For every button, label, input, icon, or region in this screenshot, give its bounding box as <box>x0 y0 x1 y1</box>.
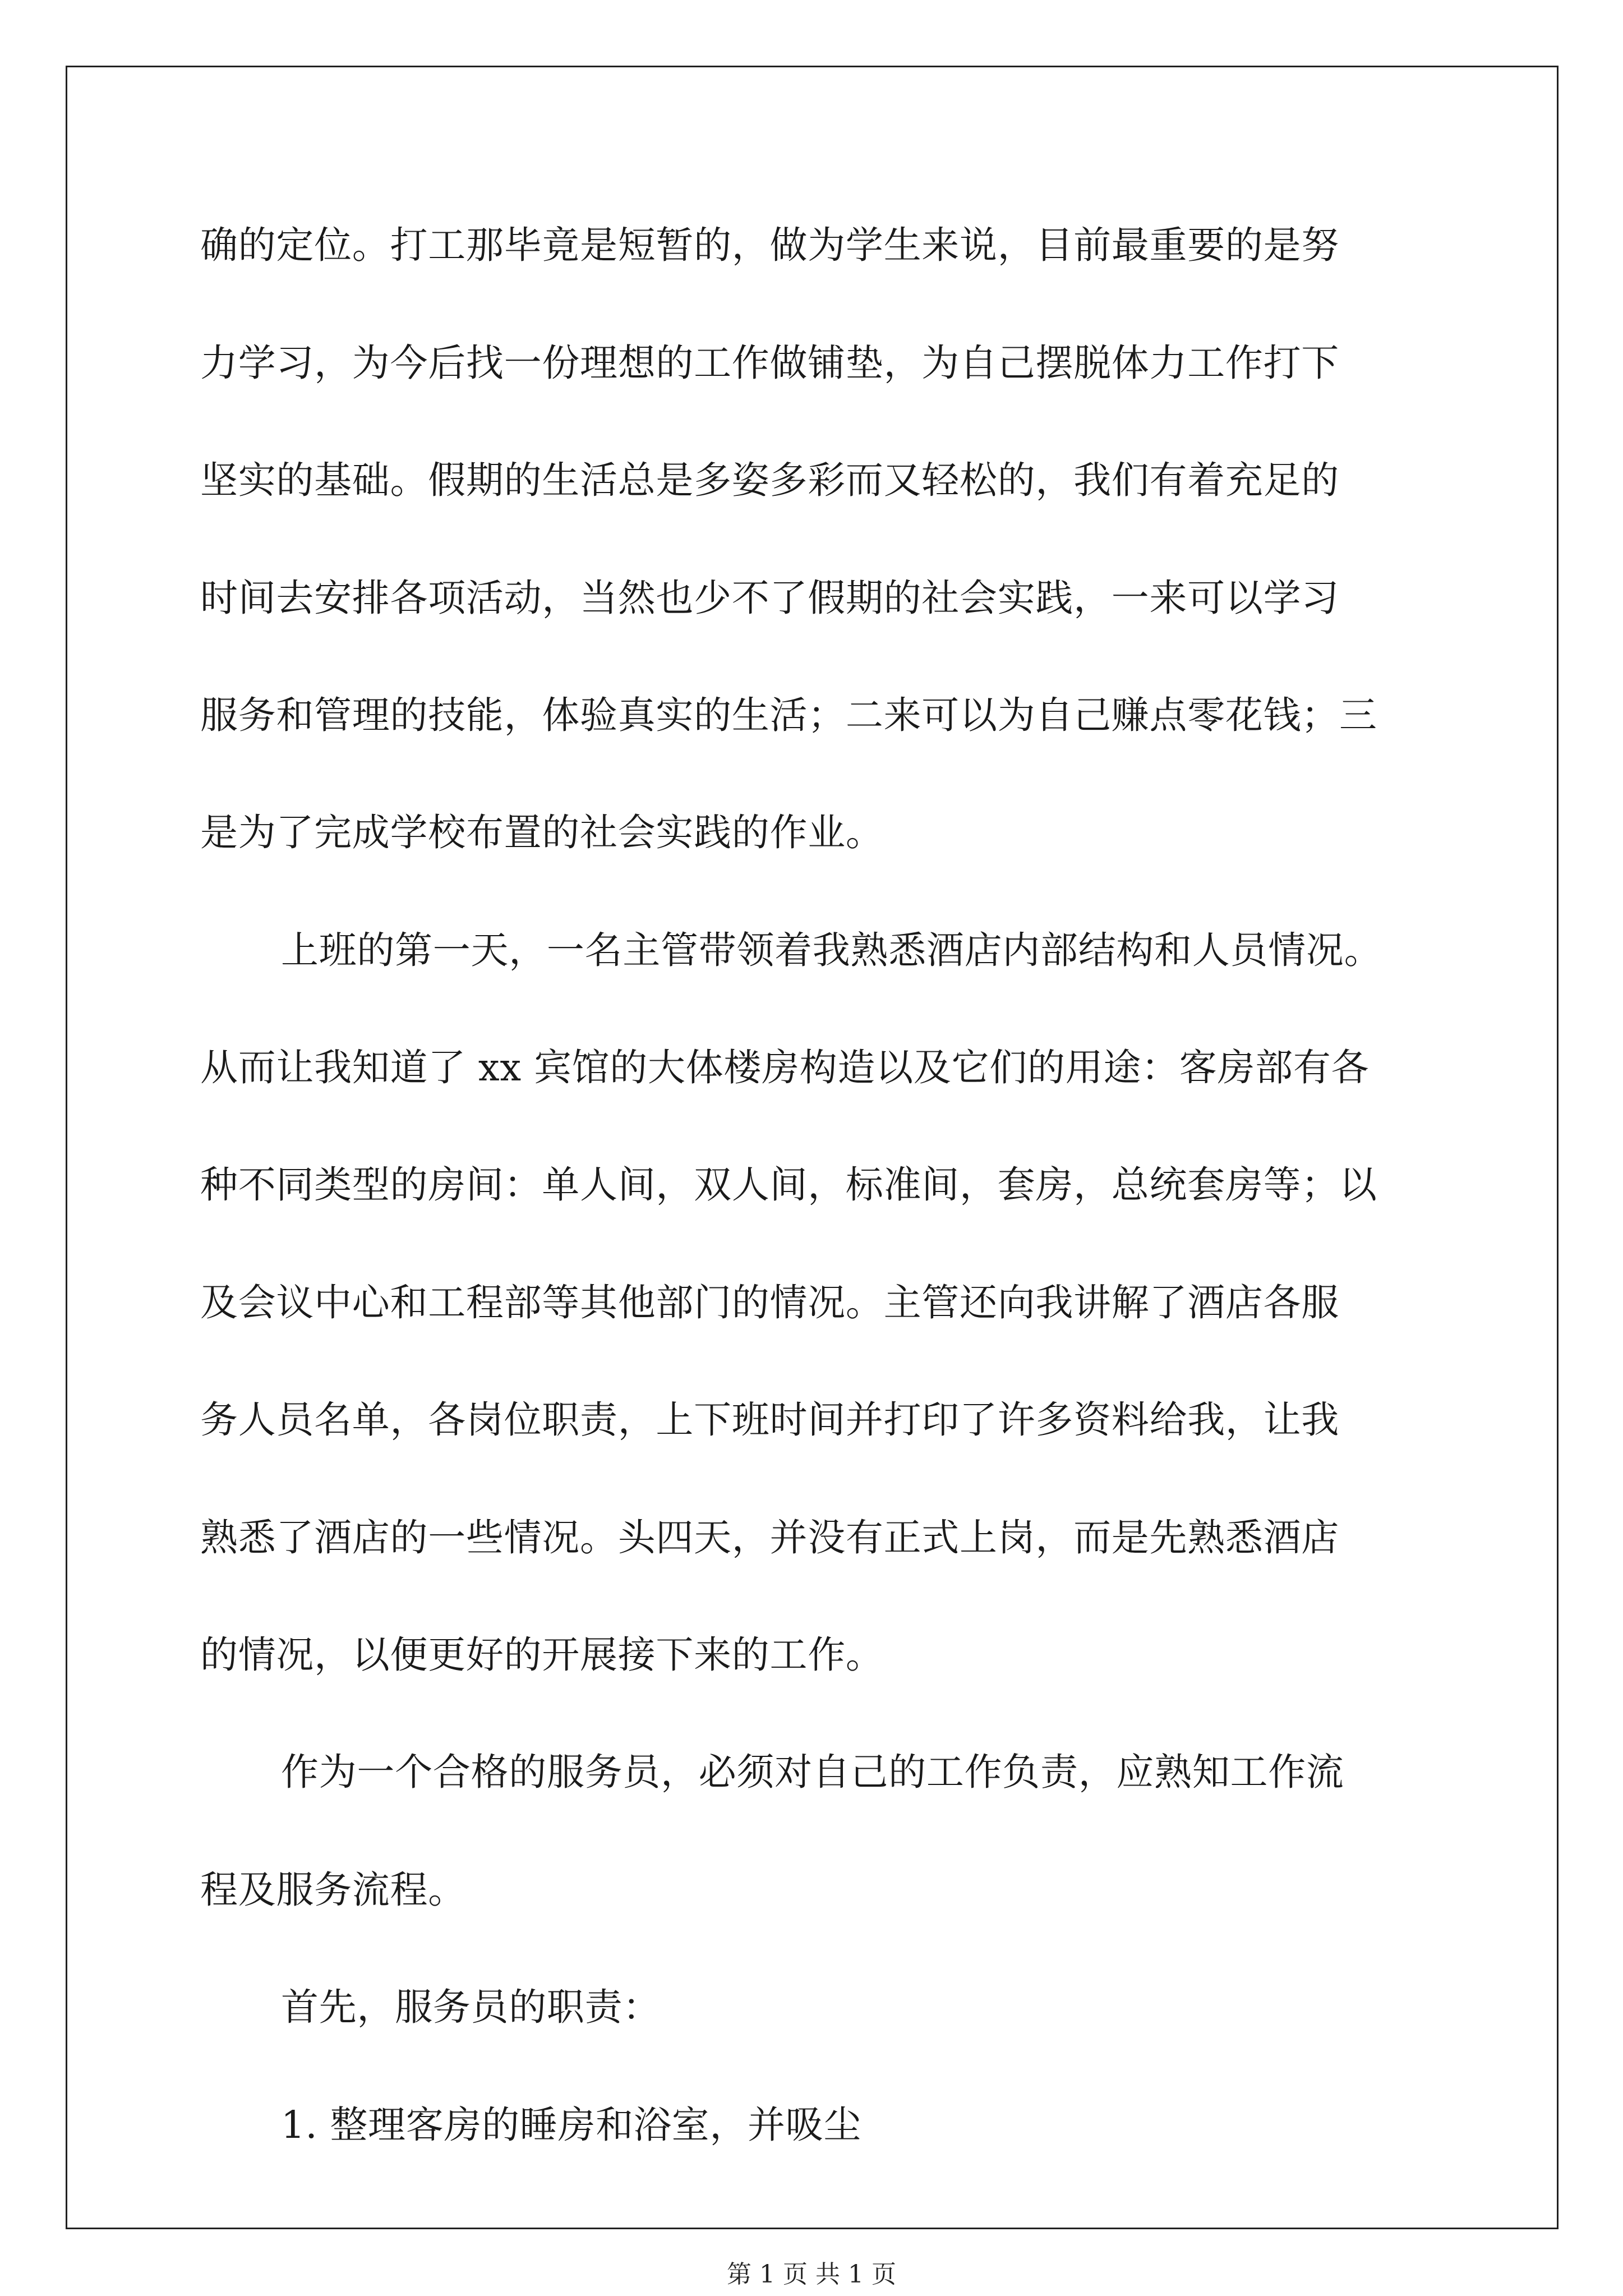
text-line: 服务和管理的技能，体验真实的生活；二来可以为自己赚点零花钱；三 <box>200 693 1377 737</box>
text-line: 时间去安排各项活动，当然也少不了假期的社会实践，一来可以学习 <box>200 576 1339 620</box>
text-line: 确的定位。打工那毕竟是短暂的，做为学生来说，目前最重要的是努 <box>200 223 1339 267</box>
text-line: 力学习，为今后找一份理想的工作做铺垫，为自己摆脱体力工作打下 <box>200 341 1339 385</box>
text-line: 程及服务流程。 <box>200 1868 466 1912</box>
text-line: 上班的第一天，一名主管带领着我熟悉酒店内部结构和人员情况。 <box>281 928 1382 972</box>
text-line: 熟悉了酒店的一些情况。头四天，并没有正式上岗，而是先熟悉酒店 <box>200 1516 1339 1559</box>
text-line: 及会议中心和工程部等其他部门的情况。主管还向我讲解了酒店各服 <box>200 1281 1339 1324</box>
text-line: 作为一个合格的服务员，必须对自己的工作负责，应熟知工作流 <box>281 1750 1344 1794</box>
text-line: 种不同类型的房间：单人间，双人间，标准间，套房，总统套房等；以 <box>200 1163 1377 1207</box>
page-number-footer: 第 1 页 共 1 页 <box>727 2260 896 2289</box>
text-line: 务人员名单，各岗位职责，上下班时间并打印了许多资料给我，让我 <box>200 1398 1339 1442</box>
text-line: 1. 整理客房的睡房和浴室，并吸尘 <box>281 2103 862 2147</box>
text-line: 坚实的基础。假期的生活总是多姿多彩而又轻松的，我们有着充足的 <box>200 458 1339 502</box>
text-line: 是为了完成学校布置的社会实践的作业。 <box>200 811 884 854</box>
text-line: 首先，服务员的职责： <box>281 1985 661 2029</box>
text-line: 从而让我知道了 xx 宾馆的大体楼房构造以及它们的用途：客房部有各 <box>200 1046 1370 1089</box>
text-line: 的情况，以便更好的开展接下来的工作。 <box>200 1633 884 1677</box>
